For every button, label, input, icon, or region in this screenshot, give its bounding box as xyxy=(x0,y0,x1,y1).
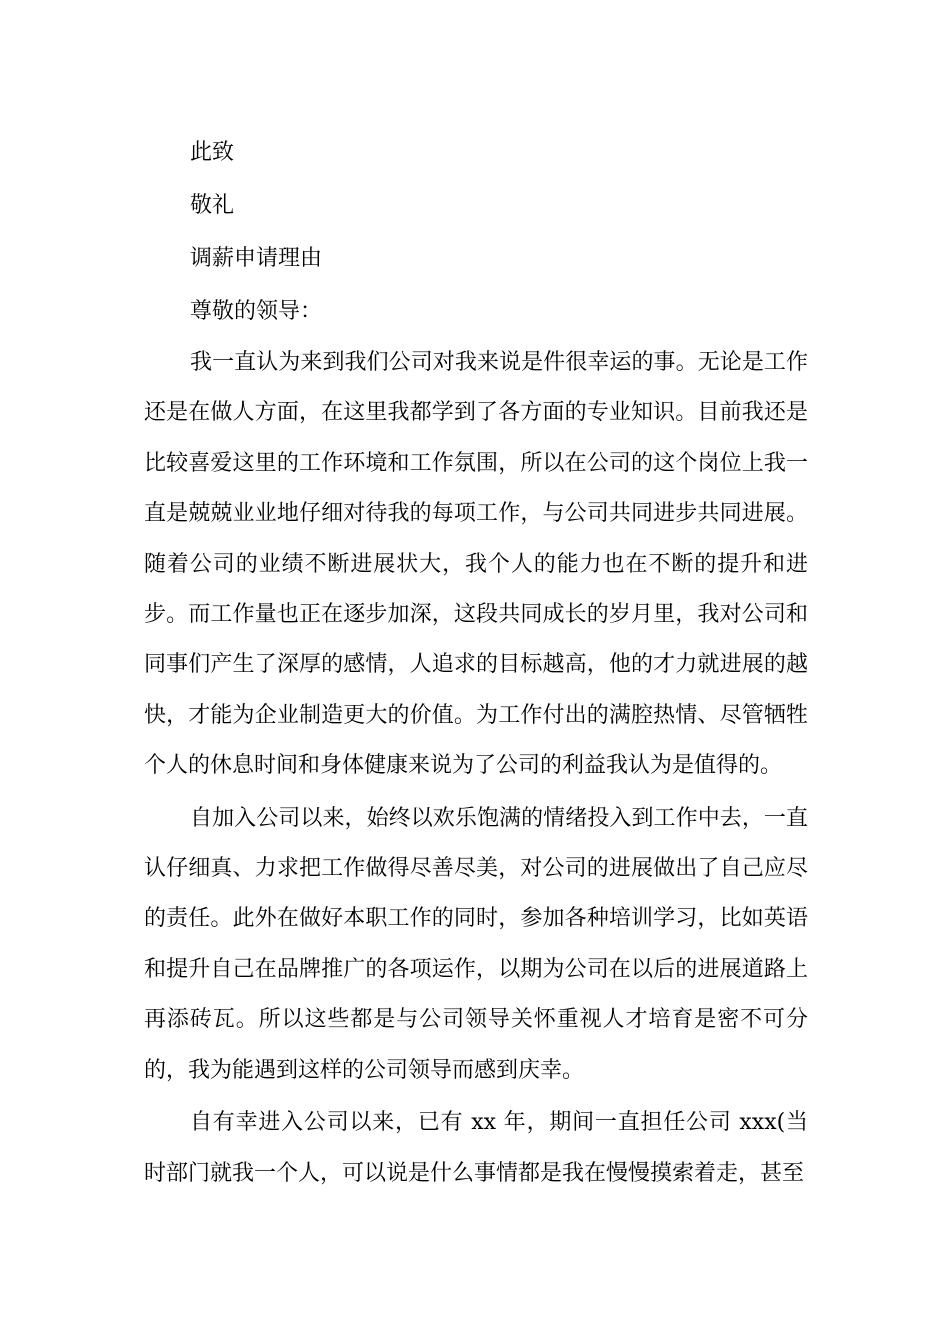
greeting-line: 尊敬的领导： xyxy=(190,299,323,324)
section-title: 调薪申请理由 xyxy=(190,246,323,271)
closing-line: 此致 xyxy=(190,140,235,165)
paragraph: 我一直认为来到我们公司对我来说是件很幸运的事。无论是工作还是在做人方面，在这里我都学到了各方面的专业知识。目前我还是比较喜爱这里的工作环境和工作氛围，所以在公司的这个岗位上我一直是兢兢业业地仔细对待我的每项工作，与公司共同进步共同进展。随着公司的业绩不断进展状大，我个人的能力也在不断的提升和进步。而工作量也正在逐步加深，这段共同成长的岁月里，我对公司和同事们产生了深厚的感情，人追求的目标越高，他的才力就进展的越快，才能为企业制造更大的价值。为工作付出的满腔热情、尽管牺牲个人的休息时间和身体健康来说为了公司的利益我认为是值得的。 xyxy=(144,350,808,779)
salutation-closing-line: 敬礼 xyxy=(190,193,235,218)
document-body xyxy=(144,126,808,1201)
paragraph: 自有幸进入公司以来，已有 xx 年，期间一直担任公司 xxx(当时部门就我一个人，可以说是什么事情都是我在慢慢摸索着走，甚至 xyxy=(144,1110,808,1186)
paragraph: 自加入公司以来，始终以欢乐饱满的情绪投入到工作中去，一直认仔细真、力求把工作做得尽善尽美，对公司的进展做出了自己应尽的责任。此外在做好本职工作的同时，参加各种培训学习，比如英语和提升自己在品牌推广的各项运作，以期为公司在以后的进展道路上再添砖瓦。所以这些都是与公司领导关怀重视人才培育是密不可分的，我为能遇到这样的公司领导而感到庆幸。 xyxy=(144,805,808,1083)
